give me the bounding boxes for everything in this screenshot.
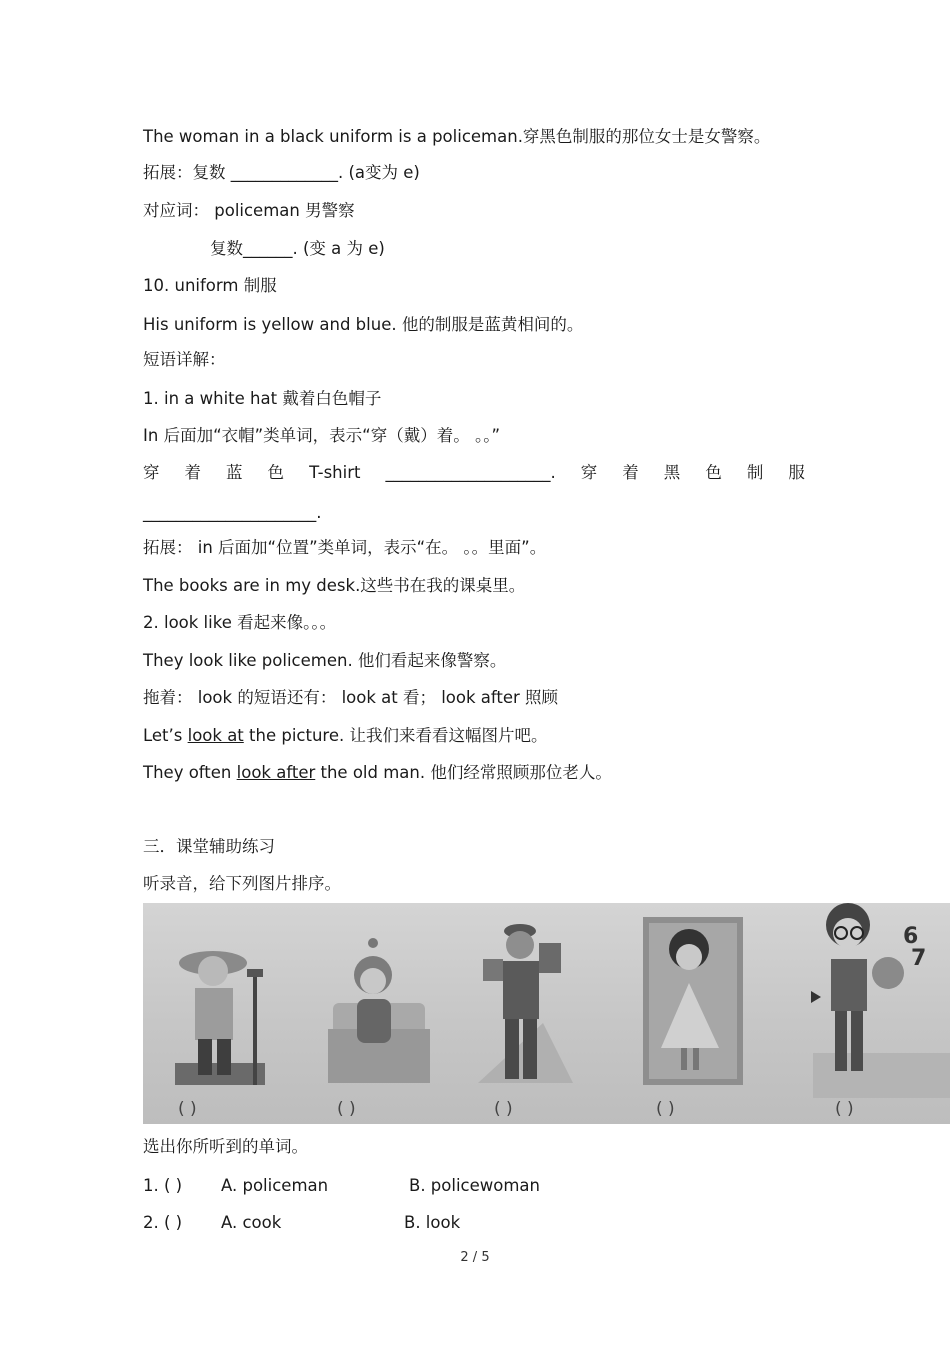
vocab-uniform: 10. uniform 制服	[143, 276, 277, 295]
listening-pictures-photo	[143, 903, 950, 1124]
example-sentence-uniform: His uniform is yellow and blue. 他的制服是蓝黄相间的。	[143, 315, 584, 334]
question-1-option-a[interactable]: A. policeman	[221, 1176, 329, 1195]
question-1	[143, 1175, 541, 1197]
girl-in-dress-card	[643, 917, 743, 1085]
counterpart-word: 对应词： policeman 男警察	[143, 201, 355, 220]
section-three-heading: 三．课堂辅助练习	[143, 837, 275, 856]
look-phrases-list: 拖着： look 的短语还有： look at 看； look after 照顾	[143, 688, 559, 707]
svg-text:6: 6	[903, 924, 919, 949]
boy-with-glasses-figure	[811, 903, 950, 1098]
page-number: 2 / 5	[460, 1250, 490, 1265]
example-sentence-desk: The books are in my desk.这些书在我的课桌里。	[143, 576, 526, 595]
example-sentence-policewoman: The woman in a black uniform is a policeman.穿黑色制服的那位女士是女警察。	[143, 127, 771, 146]
order-blank-4[interactable]: ( )	[656, 1099, 675, 1119]
in-clothing-explanation: In 后面加“衣帽”类单词，表示“穿（戴）着。 。。”	[143, 426, 501, 445]
phrase-look-like: 2. look like 看起来像。。。	[143, 613, 337, 632]
answer-blank: _____________________.	[143, 503, 322, 522]
order-blank-2[interactable]: ( )	[337, 1099, 356, 1119]
phrase-in-a-white-hat: 1. in a white hat 戴着白色帽子	[143, 389, 382, 408]
question-1-option-b[interactable]: B. policewoman	[409, 1176, 541, 1195]
boy-in-hat-figure	[175, 951, 265, 1085]
question-2-option-a[interactable]: A. cook	[221, 1213, 282, 1232]
listening-instruction: 听录音，给下列图片排序。	[143, 874, 341, 893]
example-sentence-look-at: Let’s look at the picture. 让我们来看看这幅图片吧。	[143, 726, 548, 745]
extension-plural-blank: 拓展：复数 _____________. (a变为 e)	[143, 163, 420, 182]
translation-blanks-row: 穿 着 蓝 色 T-shirt ____________________. 穿 着 黑 色 制 服	[143, 463, 805, 482]
girl-on-sofa-figure	[328, 938, 430, 1083]
pictures-illustration	[143, 903, 950, 1124]
order-blank-5[interactable]: ( )	[835, 1099, 854, 1119]
example-sentence-look-after: They often look after the old man. 他们经常照顾那位老人。	[143, 763, 612, 782]
example-sentence-look-like: They look like policemen. 他们看起来像警察。	[143, 651, 507, 670]
svg-text:7: 7	[911, 946, 927, 971]
question-2	[143, 1212, 461, 1234]
question-1-number[interactable]: 1. ( )	[143, 1176, 183, 1195]
extension-in-position: 拓展： in 后面加“位置”类单词，表示“在。 。。里面”。	[143, 538, 547, 557]
order-blank-1[interactable]: ( )	[178, 1099, 197, 1119]
question-2-option-b[interactable]: B. look	[404, 1213, 461, 1232]
policeman-figure	[478, 924, 573, 1083]
plural-blank: 复数______. (变 a 为 e)	[210, 239, 385, 258]
question-2-number[interactable]: 2. ( )	[143, 1213, 183, 1232]
word-choice-instruction: 选出你所听到的单词。	[143, 1137, 308, 1156]
order-blank-3[interactable]: ( )	[494, 1099, 513, 1119]
phrase-heading: 短语详解：	[143, 350, 226, 369]
